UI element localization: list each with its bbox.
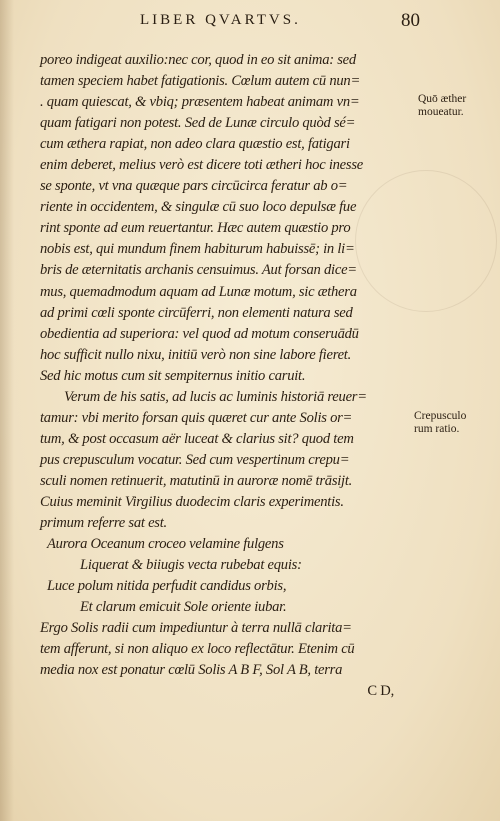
- text-line: bris de æternitatis archanis censuimus. Aut forsan dice=: [40, 262, 357, 279]
- text-line: media nox est ponatur cœlū Solis A B F, Sol A B, terra: [40, 662, 343, 679]
- text-line: rint sponte ad eum reuertantur. Hæc autem quæstio pro: [40, 220, 351, 237]
- text-line: tum, & post occasum aër luceat & clarius sit? quod tem: [40, 430, 354, 447]
- text-line: quam fatigari non potest. Sed de Lunæ circulo quòd sé=: [40, 115, 356, 132]
- margin-note-line: Quō æther: [418, 93, 467, 105]
- text-line: tamen speciem habet fatigationis. Cœlum autem cū nun=: [40, 73, 361, 90]
- text-line: riente in occidentem, & singulæ cū suo loco depulsæ fue: [40, 199, 357, 216]
- text-line: . quam quiescat, & vbiq; præsentem habeat animam vn=: [40, 94, 360, 111]
- running-head: LIBER QVARTVS.: [140, 12, 301, 28]
- text-line: sculi nomen retinuerit, matutinū in auroræ nomē trāsijt.: [40, 472, 353, 489]
- text-line: poreo indigeat auxilio:nec cor, quod in eo sit anima: sed: [40, 52, 356, 68]
- text-line: nobis est, qui mundum finem habiturum habuissē; in li=: [40, 241, 355, 258]
- page-number: 80: [401, 10, 420, 31]
- text-line: Ergo Solis radii cum impediuntur à terra nullā clarita=: [40, 620, 352, 637]
- margin-note-aether: [418, 93, 466, 119]
- body-text: [40, 50, 412, 702]
- text-line: se sponte, vt vna quæque pars circūcirca feratur ab o=: [40, 178, 348, 195]
- margin-note-line: moueatur.: [418, 106, 464, 118]
- text-line: Sed hic motus cum sit sempiternus initio caruit.: [40, 367, 306, 384]
- text-line: hoc sufficit nullo nixu, initiū verò non sine labore fieret.: [40, 346, 352, 363]
- paragraph-start-line: Verum de his satis, ad lucis ac luminis historiā reuer=: [64, 388, 367, 405]
- gutter-shadow: [0, 0, 14, 821]
- text-line: tamur: vbi merito forsan quis quæret cur ante Solis or=: [40, 409, 353, 426]
- verse-line: Liquerat & biiugis vecta rubebat equis:: [80, 557, 302, 574]
- text-line: mus, quemadmodum aquam ad Lunæ motum, sic æthera: [40, 283, 357, 300]
- text-line: primum referre sat est.: [40, 515, 167, 532]
- text-line: tem afferunt, si non aliquo ex loco reflectātur. Etenim cū: [40, 641, 355, 658]
- verse-line: Luce polum nitida perfudit candidus orbis,: [47, 578, 287, 595]
- margin-note-crepusculum: [414, 410, 466, 436]
- verse-line: Et clarum emicuit Sole oriente iubar.: [80, 599, 287, 616]
- text-line: enim deberet, melius verò est dicere toti ætheri hoc inesse: [40, 157, 363, 174]
- text-line: Cuius meminit Virgilius duodecim claris experimentis.: [40, 493, 344, 510]
- page-header: [140, 10, 420, 32]
- text-line: obedientia ad superiora: vel quod ad motum conseruādū: [40, 325, 359, 342]
- text-line: pus crepusculum vocatur. Sed cum vespertinum crepu=: [40, 451, 350, 468]
- catchword: C D,: [367, 683, 394, 700]
- margin-note-line: Crepusculo: [414, 410, 467, 422]
- text-line: cum æthera rapiat, non adeo clara quæstio est, fatigari: [40, 136, 350, 153]
- verse-line: Aurora Oceanum croceo velamine fulgens: [47, 536, 284, 553]
- margin-note-line: rum ratio.: [414, 423, 460, 435]
- text-line: ad primi cœli sponte circūferri, non elementi natura sed: [40, 304, 353, 321]
